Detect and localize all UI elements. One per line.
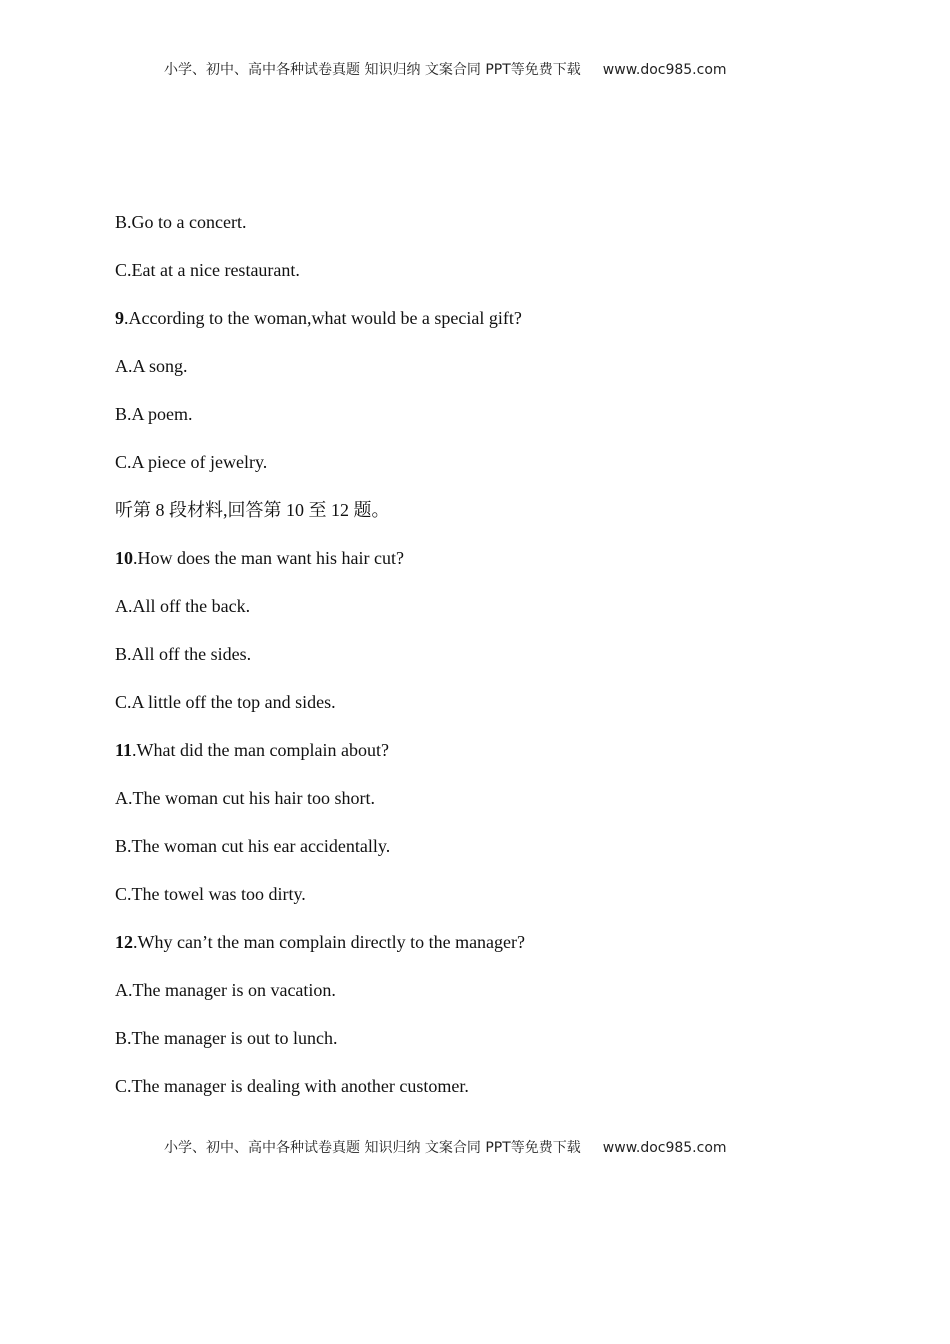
q11-option-b: B.The woman cut his ear accidentally.: [115, 836, 391, 856]
question-9: [115, 307, 522, 329]
q12-option-b: B.The manager is out to lunch.: [115, 1028, 338, 1048]
q8-option-c: C.Eat at a nice restaurant.: [115, 260, 300, 280]
q9-option-b: B.A poem.: [115, 404, 193, 424]
q10-option-c: C.A little off the top and sides.: [115, 692, 336, 712]
q11-option-a: A.The woman cut his hair too short.: [115, 788, 375, 808]
q9-option-c: C.A piece of jewelry.: [115, 452, 268, 472]
question-9-text: .According to the woman,what would be a special gift?: [124, 308, 522, 328]
q8-option-b: B.Go to a concert.: [115, 212, 247, 232]
section-instruction: 听第 8 段材料,回答第 10 至 12 题。: [115, 500, 390, 520]
footer-url: www.doc985.com: [602, 1140, 727, 1156]
q12-option-c: C.The manager is dealing with another customer.: [115, 1076, 469, 1096]
question-12-number: 12: [115, 932, 133, 952]
question-11: [115, 739, 389, 761]
footer-banner: [164, 1137, 950, 1157]
question-12: [115, 931, 525, 953]
header-banner-text: 小学、初中、高中各种试卷真题 知识归纳 文案合同 PPT等免费下载: [164, 62, 581, 78]
question-11-number: 11: [115, 740, 133, 760]
q10-option-a: A.All off the back.: [115, 596, 251, 616]
footer-banner-text: 小学、初中、高中各种试卷真题 知识归纳 文案合同 PPT等免费下载: [164, 1140, 581, 1156]
header-url: www.doc985.com: [602, 62, 727, 78]
question-10-number: 10: [115, 548, 133, 568]
question-11-text: .What did the man complain about?: [132, 740, 389, 760]
header-banner: [164, 59, 950, 79]
question-9-number: 9: [115, 308, 124, 328]
q11-option-c: C.The towel was too dirty.: [115, 884, 306, 904]
question-10: [115, 547, 404, 569]
q9-option-a: A.A song.: [115, 356, 188, 376]
question-10-text: .How does the man want his hair cut?: [133, 548, 404, 568]
q12-option-a: A.The manager is on vacation.: [115, 980, 336, 1000]
q10-option-b: B.All off the sides.: [115, 644, 252, 664]
question-12-text: .Why can’t the man complain directly to the manager?: [133, 932, 526, 952]
